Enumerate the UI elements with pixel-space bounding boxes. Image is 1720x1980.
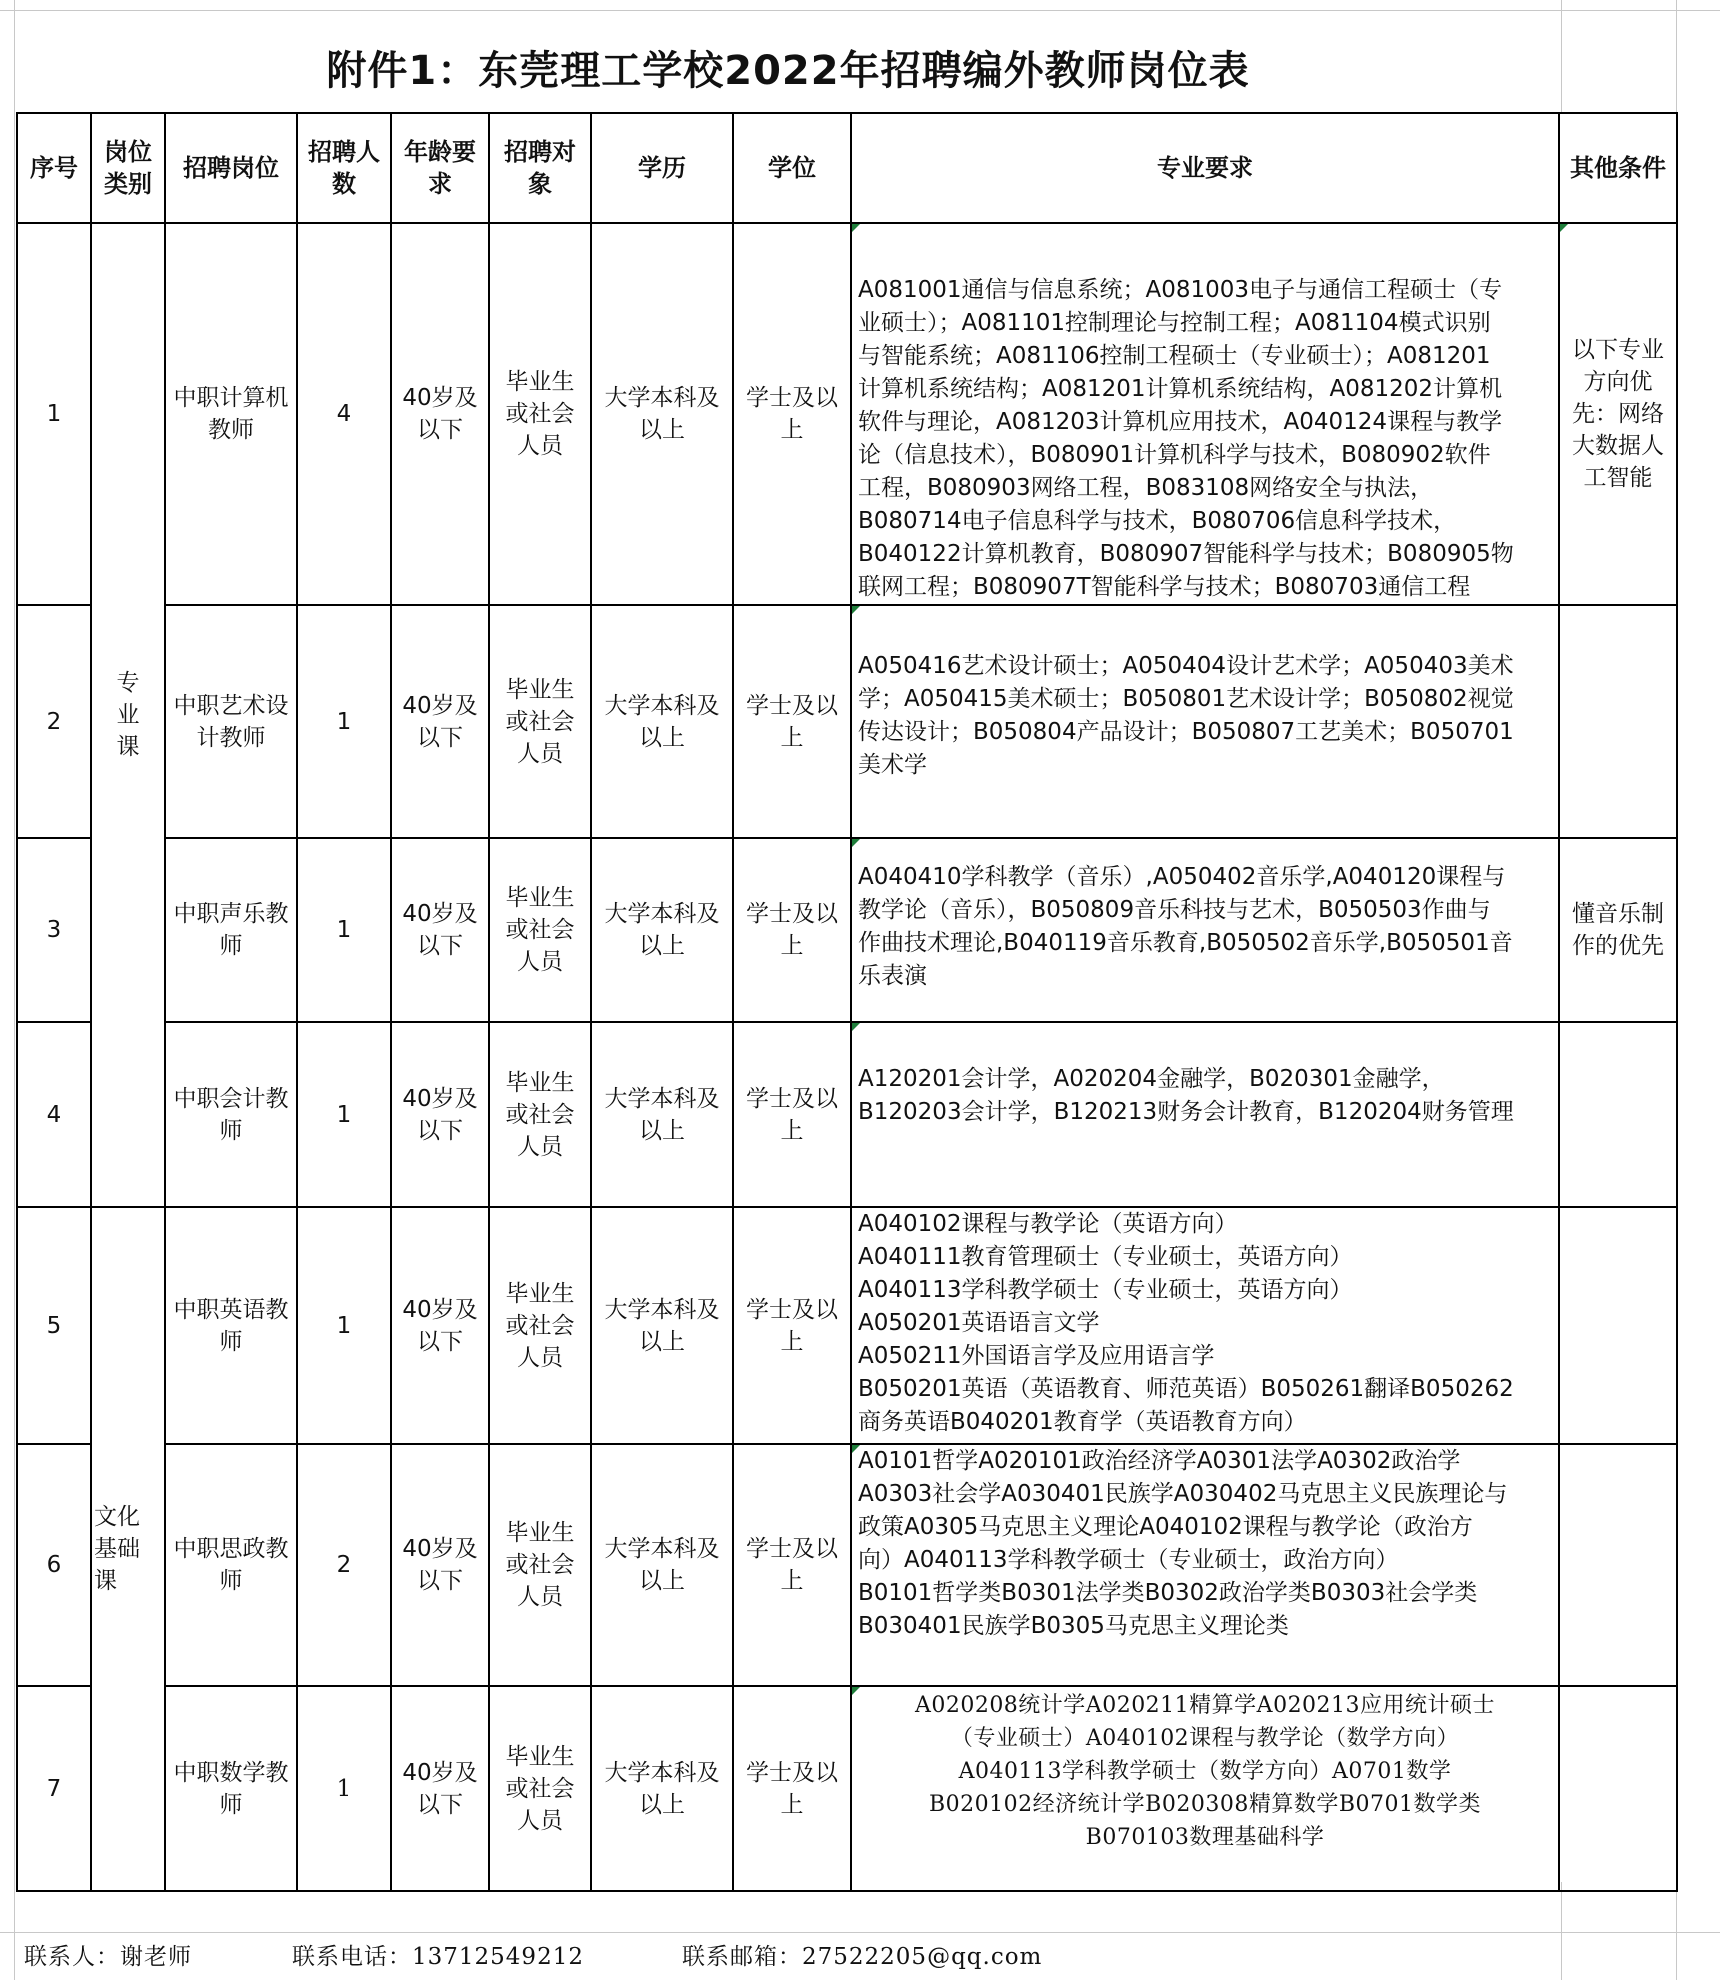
header-other: 其他条件 xyxy=(1559,113,1677,223)
cell-target: 毕业生或社会人员 xyxy=(489,223,591,605)
header-education: 学历 xyxy=(591,113,733,223)
table-row xyxy=(17,1444,1677,1686)
major-line: B020102经济统计学B020308精算数学B0701数学类 xyxy=(929,1792,1481,1817)
cell-degree: 学士及以上 xyxy=(733,1022,851,1207)
major-line: A050201英语语言文学 xyxy=(858,1310,1100,1336)
major-line: A081001通信与信息系统；A081003电子与通信工程硕士（专 xyxy=(858,277,1503,303)
cell-degree: 学士及以上 xyxy=(733,838,851,1022)
category-culture: 文化基础课 xyxy=(91,1207,165,1891)
table-row xyxy=(17,1022,1677,1207)
cell-post: 中职会计教师 xyxy=(165,1022,297,1207)
major-line: 商务英语B040201教育学（英语教育方向） xyxy=(858,1409,1307,1435)
major-line: A0303社会学A030401民族学A030402马克思主义民族理论与 xyxy=(858,1481,1508,1507)
table-row xyxy=(17,605,1677,838)
cell-other: 以下专业方向优先：网络大数据人工智能 xyxy=(1559,223,1677,605)
cell-education: 大学本科及以上 xyxy=(591,1686,733,1891)
major-line: B050201英语（英语教育、师范英语）B050261翻译B050262 xyxy=(858,1376,1514,1402)
cell-education: 大学本科及以上 xyxy=(591,1207,733,1444)
cell-education: 大学本科及以上 xyxy=(591,1444,733,1686)
cell-degree: 学士及以上 xyxy=(733,605,851,838)
gridline xyxy=(1561,0,1562,112)
contact-email[interactable]: 联系邮箱：27522205@qq.com xyxy=(682,1944,1043,1970)
cell-age: 40岁及以下 xyxy=(391,1207,489,1444)
cell-major xyxy=(851,1207,1559,1444)
cell-target: 毕业生或社会人员 xyxy=(489,1022,591,1207)
cell-other: 懂音乐制作的优先 xyxy=(1559,838,1677,1022)
cell-other xyxy=(1559,1444,1677,1686)
major-line: A040113学科教学硕士（数学方向）A0701数学 xyxy=(958,1759,1452,1784)
cell-other xyxy=(1559,1207,1677,1444)
contact-phone: 联系电话：13712549212 xyxy=(292,1944,584,1970)
cell-age: 40岁及以下 xyxy=(391,1686,489,1891)
cell-seq: 6 xyxy=(17,1444,91,1686)
contact-footer xyxy=(16,1938,1676,1976)
page-title: 附件1：东莞理工学校2022年招聘编外教师岗位表 xyxy=(326,47,1250,94)
major-line: A040102课程与教学论（英语方向） xyxy=(858,1211,1238,1237)
cell-age: 40岁及以下 xyxy=(391,223,489,605)
cell-post: 中职计算机教师 xyxy=(165,223,297,605)
header-category: 岗位类别 xyxy=(91,113,165,223)
cell-education: 大学本科及以上 xyxy=(591,838,733,1022)
cell-education: 大学本科及以上 xyxy=(591,1022,733,1207)
major-line: B0101哲学类B0301法学类B0302政治学类B0303社会学类 xyxy=(858,1580,1478,1606)
cell-age: 40岁及以下 xyxy=(391,838,489,1022)
cell-other xyxy=(1559,1686,1677,1891)
major-line: 政策A0305马克思主义理论A040102课程与教学论（政治方 xyxy=(858,1514,1473,1540)
cell-major xyxy=(851,1444,1559,1686)
major-line: （专业硕士）A040102课程与教学论（数学方向） xyxy=(950,1726,1460,1751)
major-line: A050416艺术设计硕士；A050404设计艺术学；A050403美术 xyxy=(858,653,1514,679)
cell-major xyxy=(851,838,1559,1022)
cell-count: 2 xyxy=(297,1444,391,1686)
major-line: 作曲技术理论,B040119音乐教育,B050502音乐学,B050501音 xyxy=(858,930,1513,956)
major-line: 联网工程；B080907T智能科学与技术；B080703通信工程 xyxy=(858,574,1471,600)
cell-count: 1 xyxy=(297,605,391,838)
cell-seq: 5 xyxy=(17,1207,91,1444)
recruitment-table xyxy=(16,112,1678,1892)
major-line: 论（信息技术），B080901计算机科学与技术，B080902软件 xyxy=(858,442,1491,468)
cell-seq: 2 xyxy=(17,605,91,838)
cell-count: 4 xyxy=(297,223,391,605)
cell-post: 中职数学教师 xyxy=(165,1686,297,1891)
header-major: 专业要求 xyxy=(851,113,1559,223)
cell-target: 毕业生或社会人员 xyxy=(489,605,591,838)
major-line: B030401民族学B0305马克思主义理论类 xyxy=(858,1613,1289,1639)
cell-target: 毕业生或社会人员 xyxy=(489,1686,591,1891)
major-line: B080714电子信息科学与技术，B080706信息科学技术， xyxy=(858,508,1457,534)
cell-major xyxy=(851,605,1559,838)
header-post: 招聘岗位 xyxy=(165,113,297,223)
gridline xyxy=(0,1932,1720,1933)
header-count: 招聘人数 xyxy=(297,113,391,223)
category-professional: 专业课 xyxy=(91,223,165,1207)
major-line: A0101哲学A020101政治经济学A0301法学A0302政治学 xyxy=(858,1448,1461,1474)
cell-major xyxy=(851,223,1559,605)
cell-major xyxy=(851,1022,1559,1207)
cell-count: 1 xyxy=(297,1686,391,1891)
cell-seq: 7 xyxy=(17,1686,91,1891)
major-line: 业硕士）；A081101控制理论与控制工程；A081104模式识别 xyxy=(858,310,1491,336)
major-line: 与智能系统；A081106控制工程硕士（专业硕士）；A081201 xyxy=(858,343,1491,369)
cell-target: 毕业生或社会人员 xyxy=(489,1444,591,1686)
major-line: 乐表演 xyxy=(858,963,927,989)
major-line: 学；A050415美术硕士；B050801艺术设计学；B050802视觉 xyxy=(858,686,1514,712)
cell-seq: 3 xyxy=(17,838,91,1022)
cell-count: 1 xyxy=(297,838,391,1022)
contact-person: 联系人：谢老师 xyxy=(24,1944,192,1970)
table-row xyxy=(17,223,1677,605)
major-line: 软件与理论，A081203计算机应用技术，A040124课程与教学 xyxy=(858,409,1503,435)
cell-count: 1 xyxy=(297,1207,391,1444)
cell-target: 毕业生或社会人员 xyxy=(489,1207,591,1444)
cell-post: 中职英语教师 xyxy=(165,1207,297,1444)
gridline xyxy=(0,10,1720,11)
cell-age: 40岁及以下 xyxy=(391,605,489,838)
table-header-row xyxy=(17,113,1677,223)
cell-target: 毕业生或社会人员 xyxy=(489,838,591,1022)
major-line: A050211外国语言学及应用语言学 xyxy=(858,1343,1215,1369)
cell-degree: 学士及以上 xyxy=(733,223,851,605)
major-line: 教学论（音乐），B050809音乐科技与艺术，B050503作曲与 xyxy=(858,897,1491,923)
cell-other xyxy=(1559,605,1677,838)
cell-age: 40岁及以下 xyxy=(391,1022,489,1207)
cell-other xyxy=(1559,1022,1677,1207)
cell-seq: 4 xyxy=(17,1022,91,1207)
major-line: 向）A040113学科教学硕士（专业硕士，政治方向） xyxy=(858,1547,1399,1573)
major-line: A040113学科教学硕士（专业硕士，英语方向） xyxy=(858,1277,1353,1303)
cell-degree: 学士及以上 xyxy=(733,1444,851,1686)
header-target: 招聘对象 xyxy=(489,113,591,223)
major-line: B070103数理基础科学 xyxy=(1085,1825,1325,1850)
cell-count: 1 xyxy=(297,1022,391,1207)
major-line: 传达设计；B050804产品设计；B050807工艺美术；B050701 xyxy=(858,719,1514,745)
major-line: 美术学 xyxy=(858,752,927,778)
cell-post: 中职思政教师 xyxy=(165,1444,297,1686)
table-row xyxy=(17,838,1677,1022)
gridline xyxy=(14,0,15,1980)
cell-education: 大学本科及以上 xyxy=(591,605,733,838)
table-row xyxy=(17,1207,1677,1444)
major-line: 计算机系统结构；A081201计算机系统结构，A081202计算机 xyxy=(858,376,1503,402)
header-degree: 学位 xyxy=(733,113,851,223)
cell-seq: 1 xyxy=(17,223,91,605)
cell-education: 大学本科及以上 xyxy=(591,223,733,605)
major-line: A040410学科教学（音乐）,A050402音乐学,A040120课程与 xyxy=(858,864,1506,890)
major-line: B120203会计学，B120213财务会计教育，B120204财务管理 xyxy=(858,1099,1514,1125)
cell-degree: 学士及以上 xyxy=(733,1686,851,1891)
cell-degree: 学士及以上 xyxy=(733,1207,851,1444)
cell-post: 中职声乐教师 xyxy=(165,838,297,1022)
cell-major xyxy=(851,1686,1559,1891)
major-line: A020208统计学A020211精算学A020213应用统计硕士 xyxy=(914,1693,1496,1718)
major-line: 工程，B080903网络工程，B083108网络安全与执法， xyxy=(858,475,1434,501)
header-age: 年龄要求 xyxy=(391,113,489,223)
cell-post: 中职艺术设计教师 xyxy=(165,605,297,838)
table-row xyxy=(17,1686,1677,1891)
cell-age: 40岁及以下 xyxy=(391,1444,489,1686)
major-line: A120201会计学，A020204金融学，B020301金融学， xyxy=(858,1066,1445,1092)
major-line: B040122计算机教育，B080907智能科学与技术；B080905物 xyxy=(858,541,1514,567)
major-line: A040111教育管理硕士（专业硕士，英语方向） xyxy=(858,1244,1353,1270)
header-seq: 序号 xyxy=(17,113,91,223)
